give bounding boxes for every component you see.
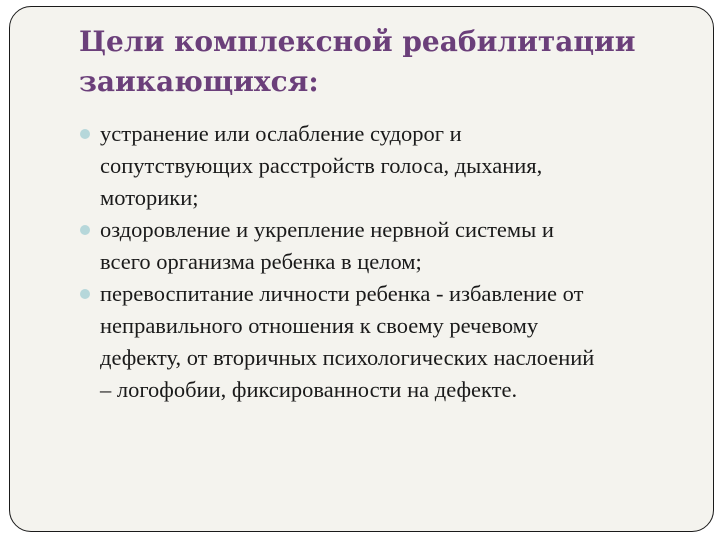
bullet-line: неправильного отношения к своему речевому	[100, 313, 539, 338]
bullet-line: дефекту, от вторичных психологических наслоений	[100, 345, 595, 370]
bullet-item-2	[80, 214, 690, 278]
bullet-line: – логофобии, фиксированности на дефекте.	[100, 377, 518, 402]
slide-title	[79, 22, 699, 102]
bullet-line: оздоровление и укрепление нервной системы и	[100, 217, 554, 242]
slide-title-line-1: Цели комплексной реабилитации	[79, 25, 636, 58]
slide-title-line-2: заикающихся:	[79, 65, 319, 98]
bullet-line: моторики;	[100, 185, 199, 210]
bullet-list	[80, 118, 690, 406]
bullet-marker-icon	[80, 289, 90, 299]
bullet-line: устранение или ослабление судорог и	[100, 121, 462, 146]
bullet-marker-icon	[80, 129, 90, 139]
bullet-line: всего организма ребенка в целом;	[100, 249, 422, 274]
bullet-item-3	[80, 278, 690, 406]
bullet-line: перевоспитание личности ребенка - избавление от	[100, 281, 584, 306]
bullet-line: сопутствующих расстройств голоса, дыхания,	[100, 153, 543, 178]
bullet-item-1	[80, 118, 690, 214]
bullet-marker-icon	[80, 225, 90, 235]
